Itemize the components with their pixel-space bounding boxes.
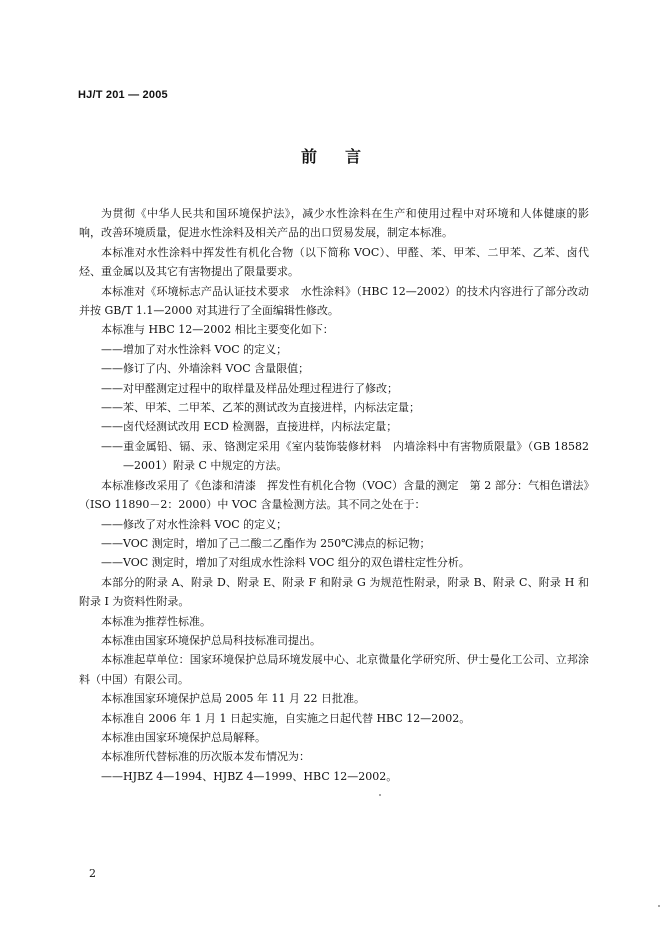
intro-paragraph: 为贯彻《中华人民共和国环境保护法》，减少水性涂料在生产和使用过程中对环境和人体健康的影响，改善环境质量，促进水性涂料及相关产品的出口贸易发展，制定本标准。 — [79, 207, 589, 240]
iso-paragraph: 本标准修改采用了《色漆和清漆 挥发性有机化合物（VOC）含量的测定 第 2 部分：气相色谱法》（ISO 11890－2：2000）中 VOC 含量检测方法。其不同之处在于： — [79, 478, 589, 512]
iso-difference-item: ——修改了对水性涂料 VOC 的定义； — [101, 517, 288, 531]
change-item: ——苯、甲苯、二甲苯、乙苯的测试改为直接进样，内标法定量； — [101, 401, 420, 415]
standard-code: HJ/T 201 — 2005 — [78, 89, 168, 101]
iso-difference-item: ——VOC 测定时，增加了对组成水性涂料 VOC 组分的双色谱柱定性分析。 — [101, 556, 470, 570]
change-item: ——重金属铅、镉、汞、铬测定采用《室内装饰装修材料 内墙涂料中有害物质限量》（GB 18582—2001）附录 C 中规定的方法。 — [101, 439, 589, 473]
page-number: 2 — [89, 867, 96, 880]
change-item: ——卤代烃测试改用 ECD 检测器，直接进样，内标法定量； — [101, 420, 398, 434]
history-intro-paragraph: 本标准所代替标准的历次版本发布情况为： — [101, 750, 310, 764]
effective-date-paragraph: 本标准自 2006 年 1 月 1 日起实施，自实施之日起代替 HBC 12—2002。 — [101, 711, 471, 725]
drafters-paragraph: 本标准起草单位：国家环境保护总局环境发展中心、北京微量化学研究所、伊士曼化工公司、立邦涂料（中国）有限公司。 — [79, 653, 589, 686]
approval-paragraph: 本标准国家环境保护总局 2005 年 11 月 22 日批准。 — [101, 692, 365, 706]
scope-paragraph: 本标准对水性涂料中挥发性有机化合物（以下简称 VOC）、甲醛、苯、甲苯、二甲苯、乙苯、卤代烃、重金属以及其它有害物提出了限量要求。 — [79, 245, 589, 279]
recommendation-paragraph: 本标准为推荐性标准。 — [101, 614, 211, 628]
change-item: ——增加了对水性涂料 VOC 的定义； — [101, 342, 288, 356]
iso-difference-item: ——VOC 测定时，增加了己二酸二乙酯作为 250℃沸点的标记物； — [101, 536, 431, 550]
scan-speck — [379, 794, 381, 796]
change-item: ——修订了内、外墙涂料 VOC 含量限值； — [101, 362, 310, 376]
proposer-paragraph: 本标准由国家环境保护总局科技标准司提出。 — [101, 633, 321, 647]
changes-intro: 本标准与 HBC 12—2002 相比主要变化如下： — [101, 323, 334, 337]
revision-paragraph: 本标准对《环境标志产品认证技术要求 水性涂料》（HBC 12—2002）的技术内容进行了部分改动并按 GB/T 1.1—2000 对其进行了全面编辑性修改。 — [79, 284, 589, 318]
scan-speck — [658, 905, 660, 907]
interpretation-paragraph: 本标准由国家环境保护总局解释。 — [101, 730, 266, 744]
history-item: ——HJBZ 4—1994、HJBZ 4—1999、HBC 12—2002。 — [101, 769, 398, 783]
change-item: ——对甲醛测定过程中的取样量及样品处理过程进行了修改； — [101, 381, 398, 395]
page-title: 前言 — [300, 147, 389, 166]
annex-paragraph: 本部分的附录 A、附录 D、附录 E、附录 F 和附录 G 为规范性附录，附录 B、附录 C、附录 H 和附录 I 为资料性附录。 — [79, 575, 589, 609]
document-body — [79, 204, 589, 786]
